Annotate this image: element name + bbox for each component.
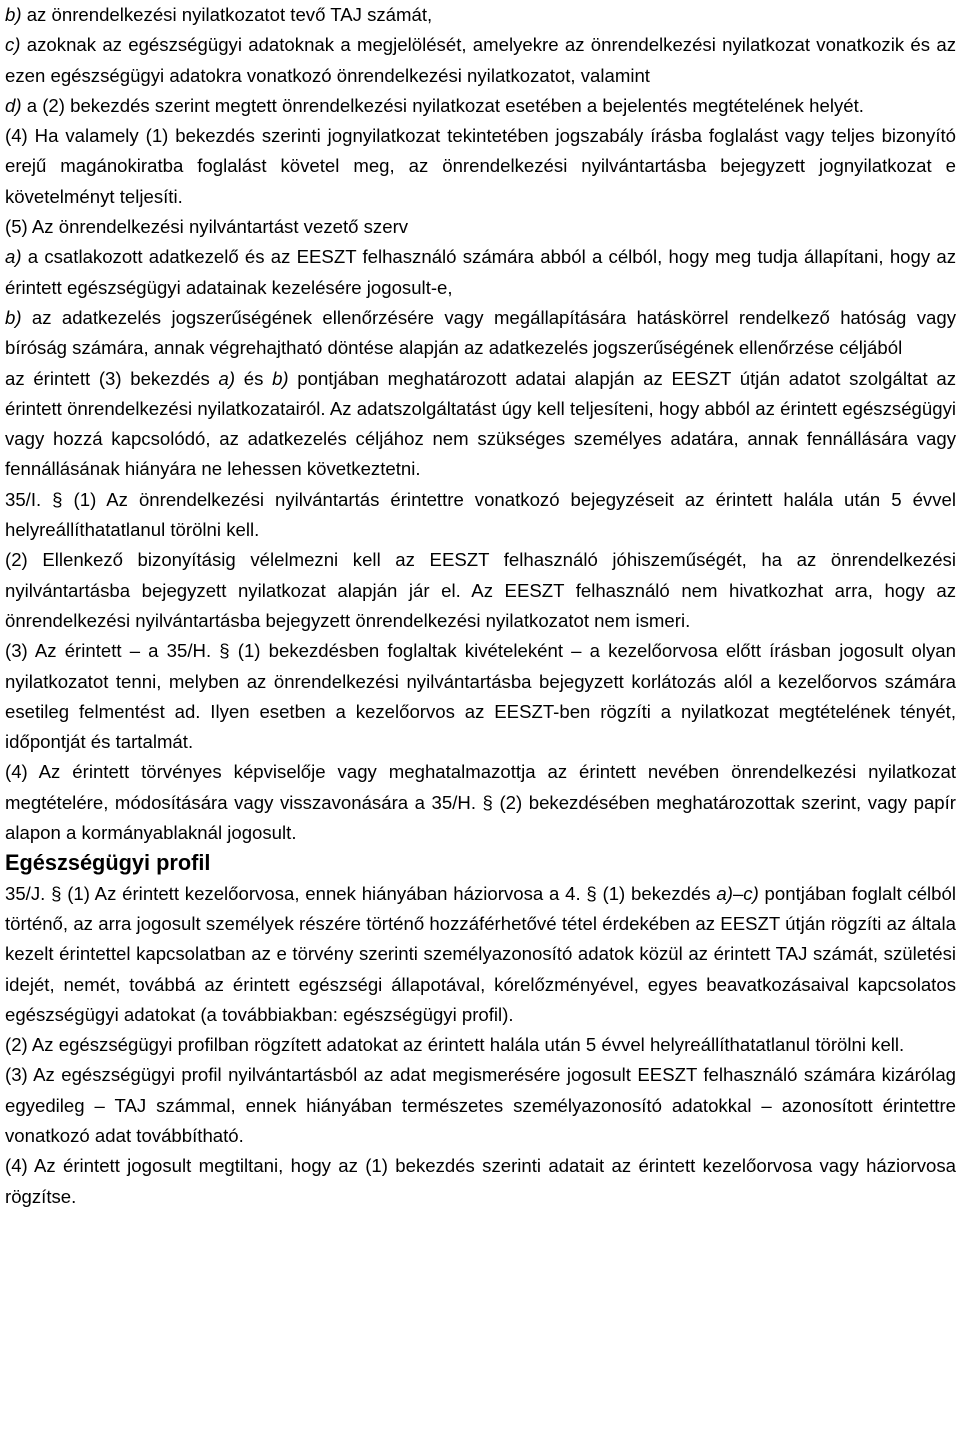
- paragraph-para-5b: [5, 303, 956, 364]
- paragraph-s35i-3: [5, 636, 956, 757]
- text-run: a csatlakozott adatkezelő és az EESZT felhasználó számára abból a célból, hogy meg tudja állapítani, hogy az érintett egészségügyi adatainak kezelésére jogosult-e,: [5, 246, 956, 298]
- text-run: 35/I. § (1) Az önrendelkezési nyilvántartás érintettre vonatkozó bejegyzéseit az érintett halála után 5 évvel helyreállíthatatlanul törölni kell.: [5, 488, 956, 541]
- point-label: c): [743, 882, 759, 904]
- text-run: pontjában foglalt célból történő, az arra jogosult személyek részére történő hozzáférhetővé tétel érdekében az EESZT útján rögzíti az általa kezelt érintettel kapcsolatban az e törvény szerinti személyazonosító adatok közül az érintett TAJ számát, születési idejét, nemét, továbbá az érintett egészségi állapotával, kórelőzményével, egyes beavatkozásaival kapcsolatos egészségügyi adatokat (a továbbiakban: egészségügyi profil).: [5, 882, 956, 1025]
- paragraph-s35i-1: [5, 485, 956, 546]
- section-heading: [5, 848, 956, 878]
- point-label: a): [5, 246, 22, 268]
- point-label: c): [5, 34, 21, 56]
- text-run: 35/J. § (1) Az érintett kezelőorvosa, ennek hiányában háziorvosa a 4. § (1) bekezdés: [5, 882, 717, 904]
- paragraph-s35i-4: [5, 757, 956, 848]
- text-run: (3) Az érintett – a 35/H. § (1) bekezdésben foglaltak kivételeként – a kezelőorvosa előtt írásban jogosult olyan nyilatkozatot tenni, melyben az önrendelkezési nyilvántartásba bejegyzett korlátozás alól a kezelőorvos számára esetileg felmentést ad. Ilyen esetben a kezelőorvos az EESZT-ben rögzíti a nyilatkozat megtételének tényét, időpontját és tartalmát.: [5, 640, 956, 753]
- text-run: az önrendelkezési nyilatkozatot tevő TAJ számát,: [21, 4, 433, 25]
- text-run: (5) Az önrendelkezési nyilvántartást vezető szerv: [5, 216, 409, 238]
- text-run: azoknak az egészségügyi adatoknak a megjelölését, amelyekre az önrendelkezési nyilatkozat vonatkozik és az ezen egészségügyi adatokra vonatkozó önrendelkezési nyilatkozatot, valamint: [5, 34, 956, 86]
- point-label: d): [5, 94, 22, 116]
- paragraph-s35j-4: [5, 1151, 956, 1212]
- point-label: b): [5, 306, 22, 328]
- text-run: (2) Ellenkező bizonyításig vélelmezni kell az EESZT felhasználó jóhiszeműségét, ha az önrendelkezési nyilvántartásba bejegyzett nyilatkozat alapján jár el. Az EESZT felhasználó nem hivatkozhat arra, hogy az önrendelkezési nyilvántartásba bejegyzett önrendelkezési nyilatkozatot nem ismeri.: [5, 549, 956, 631]
- point-label: b): [5, 4, 22, 25]
- text-run: és: [235, 367, 273, 389]
- point-label: b): [272, 367, 289, 389]
- text-run: az érintett (3) bekezdés: [5, 367, 219, 389]
- paragraph-para-5-tail: [5, 364, 956, 485]
- text-run: (2) Az egészségügyi profilban rögzített adatokat az érintett halála után 5 évvel helyreállíthatatlanul törölni kell.: [5, 1034, 905, 1056]
- text-run: –: [732, 882, 744, 904]
- paragraph-item-d: [5, 91, 956, 121]
- text-run: (4) Ha valamely (1) bekezdés szerinti jognyilatkozat tekintetében jogszabály írásba foglalást vagy teljes bizonyító erejű magánokiratba foglalást követel meg, az önrendelkezési nyilvántartásba bejegyzett jognyilatkozat e követelményt teljesíti.: [5, 125, 956, 207]
- paragraph-para-4: [5, 121, 956, 212]
- text-run: Egészségügyi profil: [5, 850, 211, 876]
- point-label: a): [716, 882, 733, 904]
- text-run: (4) Az érintett törvényes képviselője vagy meghatalmazottja az érintett nevében önrendelkezési nyilatkozat megtételére, módosítására vagy visszavonására a 35/H. § (2) bekezdésében meghatározottak szerint, vagy papír alapon a kormányablaknál jogosult.: [5, 761, 956, 844]
- point-label: a): [218, 367, 236, 389]
- paragraph-s35j-2: [5, 1030, 956, 1060]
- text-run: (4) Az érintett jogosult megtiltani, hogy az (1) bekezdés szerinti adatait az érintett kezelőorvosa vagy háziorvosa rögzítse.: [5, 1155, 956, 1207]
- text-run: pontjában meghatározott adatai alapján az EESZT útján adatot szolgáltat az érintett önrendelkezési nyilatkozatairól. Az adatszolgáltatást úgy kell teljesíteni, hogy abból az érintett egészségügyi vagy hozzá kapcsolódó, az adatkezelés céljához nem szükséges személyes adatára, annak fennállására vagy fennállásának hiányára ne lehessen következtetni.: [5, 367, 956, 480]
- paragraph-para-5: [5, 212, 956, 242]
- text-run: az adatkezelés jogszerűségének ellenőrzésére vagy megállapítására hatáskörrel rendelkező hatóság vagy bíróság számára, annak végrehajtható döntése alapján az adatkezelés jogszerűségének ellenőrzése céljából: [5, 306, 956, 359]
- paragraph-s35j-1: [5, 879, 956, 1030]
- paragraph-s35i-2: [5, 545, 956, 636]
- paragraph-item-b: [5, 0, 956, 30]
- paragraph-item-c: [5, 30, 956, 91]
- paragraph-s35j-3: [5, 1060, 956, 1151]
- text-run: (3) Az egészségügyi profil nyilvántartásból az adat megismerésére jogosult EESZT felhasználó számára kizárólag egyedileg – TAJ számmal, ennek hiányában természetes személyazonosító adatokkal – azonosított érintettre vonatkozó adat továbbítható.: [5, 1064, 956, 1146]
- text-run: a (2) bekezdés szerint megtett önrendelkezési nyilatkozat esetében a bejelentés megtételének helyét.: [21, 94, 864, 116]
- paragraph-para-5a: [5, 242, 956, 303]
